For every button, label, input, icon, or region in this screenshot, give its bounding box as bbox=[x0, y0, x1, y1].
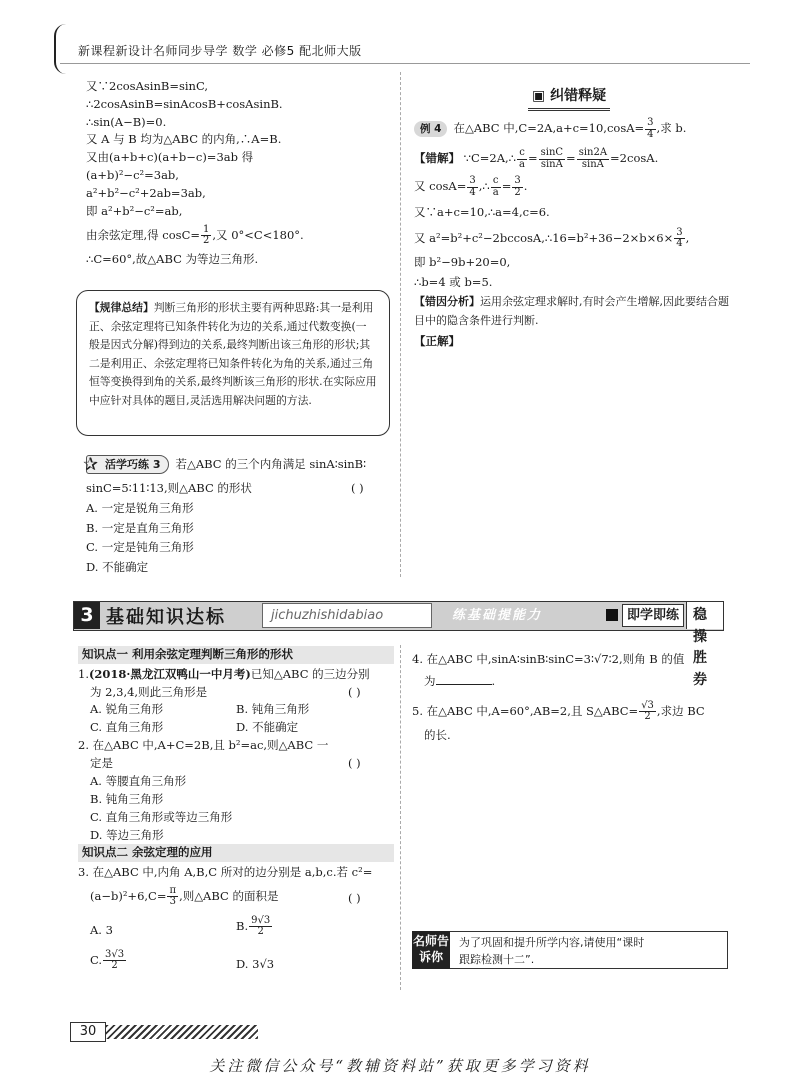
answer-paren: ( ) bbox=[348, 684, 361, 699]
option-c bbox=[90, 948, 127, 972]
option-a: A. 一定是锐角三角形 bbox=[86, 500, 194, 515]
math-text: = bbox=[566, 151, 576, 165]
square-icon bbox=[606, 609, 618, 621]
question-text: ,则△ABC 的面积是 bbox=[179, 888, 279, 903]
question-text: ,求边 BC bbox=[656, 703, 705, 718]
rule-summary-box bbox=[76, 290, 390, 436]
solution-line: a²+b²−c²+2ab=3ab, bbox=[86, 185, 206, 200]
fraction-denominator: sinA bbox=[540, 158, 563, 170]
question-text: . bbox=[491, 673, 496, 688]
wrong-solution-line-4 bbox=[414, 228, 734, 250]
option-c: C. 直角三角形或等边三角形 bbox=[90, 809, 233, 824]
practice-3-stem1: 若△ABC 的三个内角满足 sinA∶sinB∶ bbox=[175, 457, 367, 471]
question-text: 为 2,3,4,则此三角形是 bbox=[90, 684, 208, 699]
page-header bbox=[60, 38, 750, 64]
question-3-options-row-1 bbox=[78, 916, 394, 946]
wrong-solution-line-5: 即 b²−9b+20=0, bbox=[414, 254, 511, 269]
fraction bbox=[103, 950, 126, 972]
example-stem-post: ,求 b. bbox=[656, 121, 687, 135]
question-4-stem-2 bbox=[412, 673, 732, 691]
question-2-stem-2 bbox=[78, 755, 394, 773]
fraction bbox=[201, 225, 211, 247]
section-title-error-correction bbox=[528, 86, 610, 111]
answer-paren: ( ) bbox=[348, 756, 361, 771]
question-5-stem-2: 的长. bbox=[424, 727, 451, 742]
question-1-stem-2 bbox=[78, 684, 394, 702]
question-text: 为 bbox=[424, 673, 436, 688]
option-d: D. 3√3 bbox=[236, 956, 275, 971]
question-4-stem: 4. 在△ABC 中,sinA∶sinB∶sinC=3∶√7∶2,则角 B 的值 bbox=[412, 652, 685, 666]
column-divider-top bbox=[400, 72, 401, 577]
solution-line: (a+b)²−c²=3ab, bbox=[86, 168, 179, 183]
option-b bbox=[236, 916, 273, 938]
question-5-stem bbox=[412, 701, 732, 723]
fraction-numerator: c bbox=[519, 147, 525, 158]
question-3-stem-2 bbox=[78, 886, 394, 908]
question-2-stem: 2. 在△ABC 中,A+C=2B,且 b²=ac,则△ABC 一 bbox=[78, 738, 329, 753]
column-divider-bottom bbox=[400, 645, 401, 990]
fraction-numerator: c bbox=[492, 175, 499, 186]
correct-solution bbox=[414, 333, 734, 351]
option-d: D. 等边三角形 bbox=[90, 827, 164, 842]
page-number-block bbox=[70, 1022, 260, 1042]
question-number: 1. bbox=[78, 666, 89, 681]
cosine-line-post: ,又 0°<C<180°. bbox=[212, 227, 304, 242]
fraction bbox=[639, 701, 656, 723]
practice-tag bbox=[83, 454, 169, 475]
header-bracket bbox=[54, 24, 68, 74]
correct-solution-label: 【正解】 bbox=[414, 333, 460, 348]
fraction-numerator: 3 bbox=[514, 175, 521, 186]
fraction-numerator: 3√3 bbox=[105, 948, 125, 960]
option-label: C. bbox=[90, 952, 103, 967]
math-text: 又 cosA= bbox=[414, 179, 467, 193]
fraction-numerator: 9√3 bbox=[251, 914, 271, 926]
banner-number: 3 bbox=[74, 602, 100, 629]
wrong-solution-line-3: 又∵a+c=10,∴a=4,c=6. bbox=[414, 205, 550, 219]
math-text: ,∴ bbox=[478, 179, 490, 193]
answer-paren: ( ) bbox=[348, 890, 361, 905]
fraction-denominator: 3 bbox=[169, 896, 176, 908]
wrong-solution-line-1 bbox=[414, 148, 734, 170]
fraction-numerator: 1 bbox=[203, 223, 210, 235]
answer-blank[interactable] bbox=[436, 673, 492, 685]
fraction-denominator: sinA bbox=[581, 158, 604, 170]
example-tag: 例 4 bbox=[414, 121, 447, 137]
fraction bbox=[491, 176, 501, 198]
solution-continuation bbox=[86, 78, 391, 268]
fraction-numerator: sinC bbox=[540, 147, 564, 158]
option-b: B. 钝角三角形 bbox=[236, 702, 310, 717]
wrong-solution-label: 【错解】 bbox=[414, 151, 460, 165]
question-source: (2018·黑龙江双鸭山一中月考) bbox=[88, 666, 251, 681]
math-text: =2cosA. bbox=[610, 151, 659, 165]
fraction bbox=[645, 118, 655, 140]
question-text: (a−b)²+6,C= bbox=[90, 888, 167, 903]
banner-slogan: 练基础提能力 bbox=[452, 608, 543, 623]
banner-title: 基础知识达标 bbox=[106, 607, 226, 628]
option-a: A. 3 bbox=[90, 922, 113, 937]
fraction bbox=[167, 886, 178, 908]
error-icon: ▣ bbox=[532, 88, 546, 104]
wrong-solution-line-6: ∴b=4 或 b=5. bbox=[414, 274, 493, 289]
rule-summary-text: 判断三角形的形状主要有两种思路:其一是利用正、余弦定理将已知条件转化为边的关系,通过代数变换(一般是因式分解)得到边的关系,最终判断出该三角形的形状;其二是利用正、余弦定理将已知条件转化为角的关系,通过三角恒等变换得到角的关系,最终判断该三角形的形状.在实际应用中应针对具体的题目,灵活选用解决问题的方法. bbox=[89, 301, 377, 407]
error-analysis-label: 【错因分析】 bbox=[414, 295, 480, 309]
practice-3 bbox=[83, 454, 396, 577]
fraction-numerator: √3 bbox=[641, 699, 654, 711]
rule-summary-label: 【规律总结】 bbox=[89, 301, 154, 314]
solution-line: 即 a²+b²−c²=ab, bbox=[86, 203, 183, 218]
fraction bbox=[539, 148, 565, 170]
question-text: 5. 在△ABC 中,A=60°,AB=2,且 S△ABC= bbox=[412, 703, 639, 718]
example-stem-pre: 在△ABC 中,C=2A,a+c=10,cosA= bbox=[453, 121, 645, 135]
math-text: = bbox=[501, 179, 512, 193]
math-text: 又 a²=b²+c²−2bccosA,∴16=b²+36−2×b×6× bbox=[414, 230, 674, 245]
solution-conclusion: ∴C=60°,故△ABC 为等边三角形. bbox=[86, 251, 259, 266]
math-text: . bbox=[523, 179, 528, 193]
page-number-hatch bbox=[106, 1025, 258, 1039]
example-4 bbox=[414, 118, 734, 351]
page-number: 30 bbox=[70, 1022, 106, 1042]
teacher-note-line-2: 跟踪检测十二”. bbox=[459, 953, 535, 966]
question-3-stem: 3. 在△ABC 中,内角 A,B,C 所对的边分别是 a,b,c.若 c²= bbox=[78, 865, 373, 880]
option-a: A. 锐角三角形 bbox=[90, 702, 164, 717]
header-title: 新课程新设计名师同步导学 数学 必修5 配北师大版 bbox=[78, 44, 362, 58]
fraction-numerator: sin2A bbox=[578, 147, 608, 158]
option-d: D. 不能确定 bbox=[86, 560, 149, 575]
practice-3-stem-line2 bbox=[86, 480, 396, 498]
wrong-solution-line-2 bbox=[414, 176, 734, 198]
question-1-options-row-2 bbox=[78, 719, 394, 737]
knowledge-point-1: 知识点一 利用余弦定理判断三角形的形状 bbox=[78, 646, 394, 664]
question-1-options-row-1 bbox=[78, 701, 394, 719]
fraction-denominator: a bbox=[519, 158, 525, 170]
fraction-numerator: 3 bbox=[469, 175, 476, 186]
practice-3-stem-line1 bbox=[83, 454, 396, 475]
fraction bbox=[517, 148, 527, 170]
fraction-denominator: 4 bbox=[676, 238, 683, 250]
solution-line: 又由(a+b+c)(a+b−c)=3ab 得 bbox=[86, 150, 254, 165]
fraction-denominator: 4 bbox=[647, 128, 654, 140]
solution-line: 又 A 与 B 均为△ABC 的内角,∴A=B. bbox=[86, 132, 282, 147]
fraction-numerator: 3 bbox=[676, 226, 683, 238]
fraction-denominator: 2 bbox=[644, 711, 651, 723]
option-c: C. 一定是钝角三角形 bbox=[86, 540, 194, 555]
fraction bbox=[674, 228, 684, 250]
option-label: B. bbox=[236, 918, 249, 933]
option-a: A. 等腰直角三角形 bbox=[90, 774, 187, 789]
fraction bbox=[467, 176, 477, 198]
practice-tag-label: 活学巧练 3 bbox=[105, 458, 161, 471]
fraction-denominator: 2 bbox=[111, 960, 118, 972]
banner-pinyin: jichuzhishidabiao bbox=[262, 603, 432, 628]
teacher-note bbox=[412, 931, 728, 969]
teacher-badge: 名师告诉你 bbox=[412, 931, 450, 969]
section-title-text: 纠错释疑 bbox=[550, 88, 607, 104]
footer-note: 关注微信公众号“教辅资料站”获取更多学习资料 bbox=[209, 1057, 591, 1075]
example-4-stem bbox=[414, 118, 734, 140]
math-text: , bbox=[685, 230, 690, 245]
question-text: 已知△ABC 的三边分别 bbox=[250, 666, 370, 681]
question-1-stem bbox=[78, 666, 394, 684]
fraction bbox=[512, 176, 522, 198]
option-b: B. 一定是直角三角形 bbox=[86, 520, 194, 535]
fraction bbox=[577, 148, 609, 170]
solution-line: ∴sin(A−B)=0. bbox=[86, 114, 167, 129]
teacher-note-text bbox=[459, 934, 644, 968]
error-analysis-text: 运用余弦定理求解时,有时会产生增解,因此要结合题目中的隐含条件进行判断. bbox=[414, 295, 729, 328]
option-c: C. 直角三角形 bbox=[90, 720, 164, 735]
option-d: D. 不能确定 bbox=[236, 720, 299, 735]
exercises-right bbox=[412, 651, 732, 744]
banner-box-practice: 即学即练 bbox=[622, 604, 684, 627]
math-text: = bbox=[527, 151, 538, 165]
teacher-note-line-1: 为了巩固和提升所学内容,请使用“课时 bbox=[459, 936, 645, 949]
cosine-line bbox=[86, 225, 391, 247]
math-text: ∵C=2A,∴ bbox=[463, 151, 517, 165]
option-b: B. 钝角三角形 bbox=[90, 791, 164, 806]
fraction-denominator: 2 bbox=[514, 186, 521, 198]
banner-box-win: 稳操胜券 bbox=[686, 602, 723, 629]
knowledge-point-2: 知识点二 余弦定理的应用 bbox=[78, 844, 394, 862]
question-3-options-row-2 bbox=[78, 950, 394, 980]
fraction-numerator: 3 bbox=[647, 117, 654, 128]
question-text: 定是 bbox=[90, 756, 113, 771]
fraction bbox=[249, 916, 272, 938]
solution-line: ∴2cosAsinB=sinAcosB+cosAsinB. bbox=[86, 96, 283, 111]
error-analysis bbox=[414, 293, 734, 330]
cosine-line-pre: 由余弦定理,得 cosC= bbox=[86, 227, 201, 242]
exercises-left bbox=[78, 646, 394, 980]
solution-line: 又∵2cosAsinB=sinC, bbox=[86, 79, 208, 93]
star-icon: ✰ bbox=[83, 454, 99, 475]
fraction-denominator: a bbox=[492, 186, 499, 198]
fraction-denominator: 4 bbox=[469, 186, 476, 198]
fraction-denominator: 2 bbox=[257, 926, 264, 938]
fraction-denominator: 2 bbox=[203, 235, 210, 246]
fraction-numerator: π bbox=[169, 884, 177, 896]
answer-paren: ( ) bbox=[351, 481, 364, 496]
practice-3-stem2: sinC=5∶11∶13,则△ABC 的形状 bbox=[86, 481, 252, 496]
